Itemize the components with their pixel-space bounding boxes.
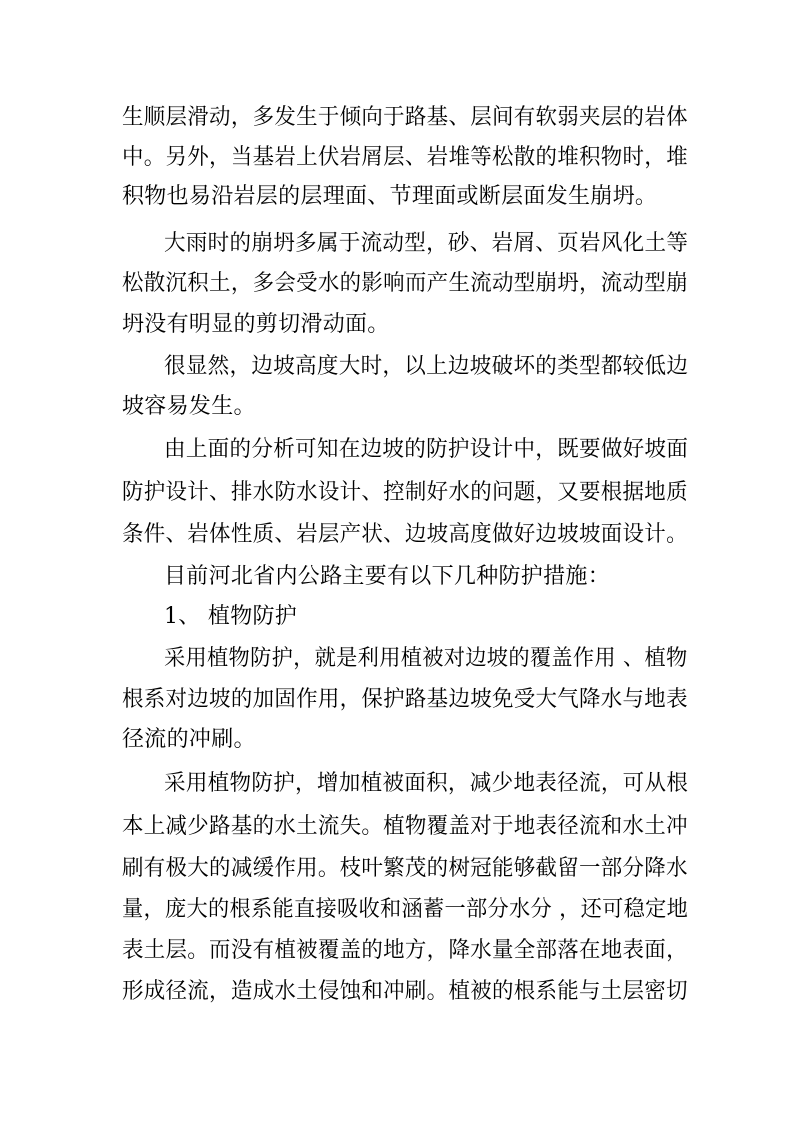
text-line: 本上减少路基的水土流失。植物覆盖对于地表径流和水土冲: [122, 814, 688, 839]
text-line: 刷有极大的减缓作用。枝叶繁茂的树冠能够截留一部分降水: [122, 856, 688, 881]
text-line: 采用植物防护，就是利用植被对边坡的覆盖作用 、植物: [164, 646, 688, 671]
section-heading: 1、 植物防护: [164, 604, 298, 629]
text-line: 生顺层滑动，多发生于倾向于路基、层间有软弱夹层的岩体: [122, 105, 688, 130]
text-line: 积物也易沿岩层的层理面、节理面或断层面发生崩坍。: [122, 184, 658, 209]
text-line: 由上面的分析可知在边坡的防护设计中，既要做好坡面: [164, 437, 689, 462]
text-line: 量，庞大的根系能直接吸收和涵蓄一部分水分 ，还可稳定地: [122, 897, 689, 922]
text-line: 很显然，边坡高度大时，以上边坡破坏的类型都较低边: [164, 354, 689, 379]
text-line: 形成径流，造成水土侵蚀和冲刷。植被的根系能与土层密切: [122, 979, 688, 1004]
text-line: 径流的冲刷。: [122, 727, 256, 752]
text-line: 坡容易发生。: [122, 394, 256, 419]
text-line: 松散沉积土，多会受水的影响而产生流动型崩坍，流动型崩: [122, 271, 688, 296]
text-line: 目前河北省内公路主要有以下几种防护措施：: [164, 564, 611, 589]
text-line: 根系对边坡的加固作用，保护路基边坡免受大气降水与地表: [122, 687, 688, 712]
text-line: 采用植物防护，增加植被面积，减少地表径流，可从根: [164, 771, 689, 796]
text-line: 防护设计、排水防水设计、控制好水的问题，又要根据地质: [122, 480, 688, 505]
text-line: 大雨时的崩坍多属于流动型，砂、岩屑、页岩风化土等: [164, 231, 689, 256]
text-line: 坍没有明显的剪切滑动面。: [122, 312, 390, 337]
text-line: 条件、岩体性质、岩层产状、边坡高度做好边坡坡面设计。: [122, 522, 688, 547]
text-line: 中。另外，当基岩上伏岩屑层、岩堆等松散的堆积物时，堆: [122, 145, 688, 170]
text-line: 表土层。而没有植被覆盖的地方，降水量全部落在地表面，: [122, 938, 688, 963]
